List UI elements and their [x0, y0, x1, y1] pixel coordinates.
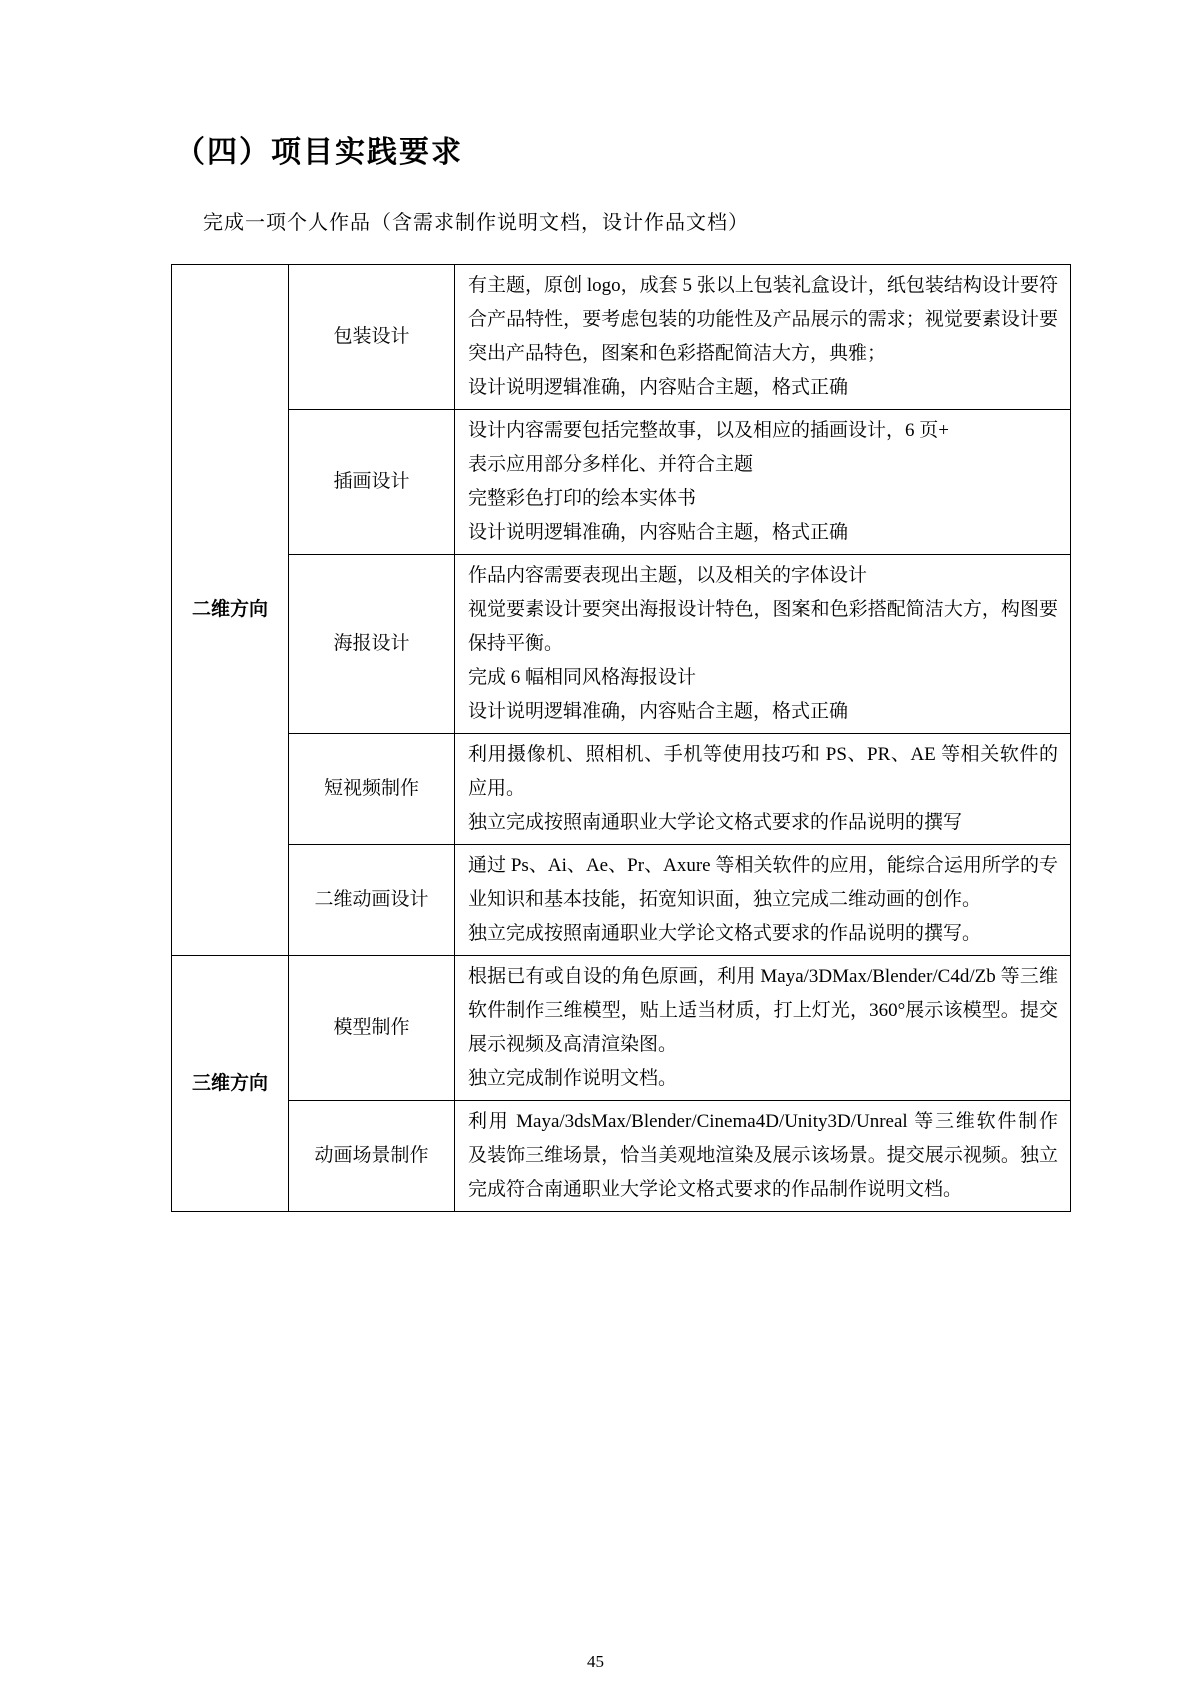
category-cell-short-video: 短视频制作: [289, 734, 455, 845]
requirement-paragraph: 表示应用部分多样化、并符合主题: [468, 454, 754, 475]
requirement-paragraph: 设计内容需要包括完整故事，以及相应的插画设计，6 页+: [468, 420, 949, 441]
requirements-cell-short-video: [455, 734, 1071, 845]
table-row-short-video: [172, 734, 1071, 845]
category-cell-illustration: 插画设计: [289, 410, 455, 555]
table-row-2d-animation: [172, 845, 1071, 956]
requirement-paragraph: 利用 Maya/3dsMax/Blender/Cinema4D/Unity3D/Unreal 等三维软件制作及装饰三维场景，恰当美观地渲染及展示该场景。提交展示视频。独立完成符合南通职业大学论文格式要求的作品制作说明文档。: [468, 1111, 1058, 1200]
requirement-paragraph: 完整彩色打印的绘本实体书: [468, 488, 697, 509]
requirement-paragraph: 有主题，原创 logo，成套 5 张以上包装礼盒设计，纸包装结构设计要符合产品特性，要考虑包装的功能性及产品展示的需求；视觉要素设计要突出产品特色，图案和色彩搭配简洁大方，典雅；: [468, 275, 1058, 364]
requirement-paragraph: 独立完成按照南通职业大学论文格式要求的作品说明的撰写。: [468, 923, 982, 944]
requirements-cell-packaging: [455, 265, 1071, 410]
category-cell-scene-animation: 动画场景制作: [289, 1101, 455, 1212]
category-cell-poster: 海报设计: [289, 555, 455, 734]
requirement-paragraph: 利用摄像机、照相机、手机等使用技巧和 PS、PR、AE 等相关软件的应用。: [468, 744, 1058, 799]
table-row-packaging: [172, 265, 1071, 410]
requirement-paragraph: 完成 6 幅相同风格海报设计: [468, 667, 697, 688]
requirements-cell-2d-animation: [455, 845, 1071, 956]
intro-text: 完成一项个人作品（含需求制作说明文档，设计作品文档）: [203, 212, 749, 234]
category-cell-modeling: 模型制作: [289, 956, 455, 1101]
requirements-cell-illustration: [455, 410, 1071, 555]
requirements-table: [171, 264, 1071, 1212]
table-row-poster: [172, 555, 1071, 734]
table-row-modeling: [172, 956, 1071, 1101]
table-row-scene-animation: [172, 1101, 1071, 1212]
requirement-paragraph: 独立完成按照南通职业大学论文格式要求的作品说明的撰写: [468, 812, 963, 833]
requirements-cell-scene-animation: [455, 1101, 1071, 1212]
requirement-paragraph: 根据已有或自设的角色原画，利用 Maya/3DMax/Blender/C4d/Zb 等三维软件制作三维模型，贴上适当材质，打上灯光，360°展示该模型。提交展示视频及高清渲染图。: [468, 966, 1058, 1055]
requirement-paragraph: 视觉要素设计要突出海报设计特色，图案和色彩搭配简洁大方，构图要保持平衡。: [468, 599, 1058, 654]
requirement-paragraph: 作品内容需要表现出主题，以及相关的字体设计: [468, 565, 868, 586]
requirements-cell-poster: [455, 555, 1071, 734]
direction-cell-2d: 二维方向: [172, 265, 289, 956]
page-number: 45: [587, 1652, 604, 1671]
section-heading: （四）项目实践要求: [175, 136, 463, 169]
category-cell-2d-animation: 二维动画设计: [289, 845, 455, 956]
requirement-paragraph: 通过 Ps、Ai、Ae、Pr、Axure 等相关软件的应用，能综合运用所学的专业知识和基本技能，拓宽知识面，独立完成二维动画的创作。: [468, 855, 1058, 910]
direction-cell-3d: 三维方向: [172, 956, 289, 1212]
requirements-cell-modeling: [455, 956, 1071, 1101]
requirement-paragraph: 设计说明逻辑准确，内容贴合主题，格式正确: [468, 522, 849, 543]
requirement-paragraph: 独立完成制作说明文档。: [468, 1068, 678, 1089]
category-cell-packaging: 包装设计: [289, 265, 455, 410]
requirement-paragraph: 设计说明逻辑准确，内容贴合主题，格式正确: [468, 701, 849, 722]
requirement-paragraph: 设计说明逻辑准确，内容贴合主题，格式正确: [468, 377, 849, 398]
table-row-illustration: [172, 410, 1071, 555]
